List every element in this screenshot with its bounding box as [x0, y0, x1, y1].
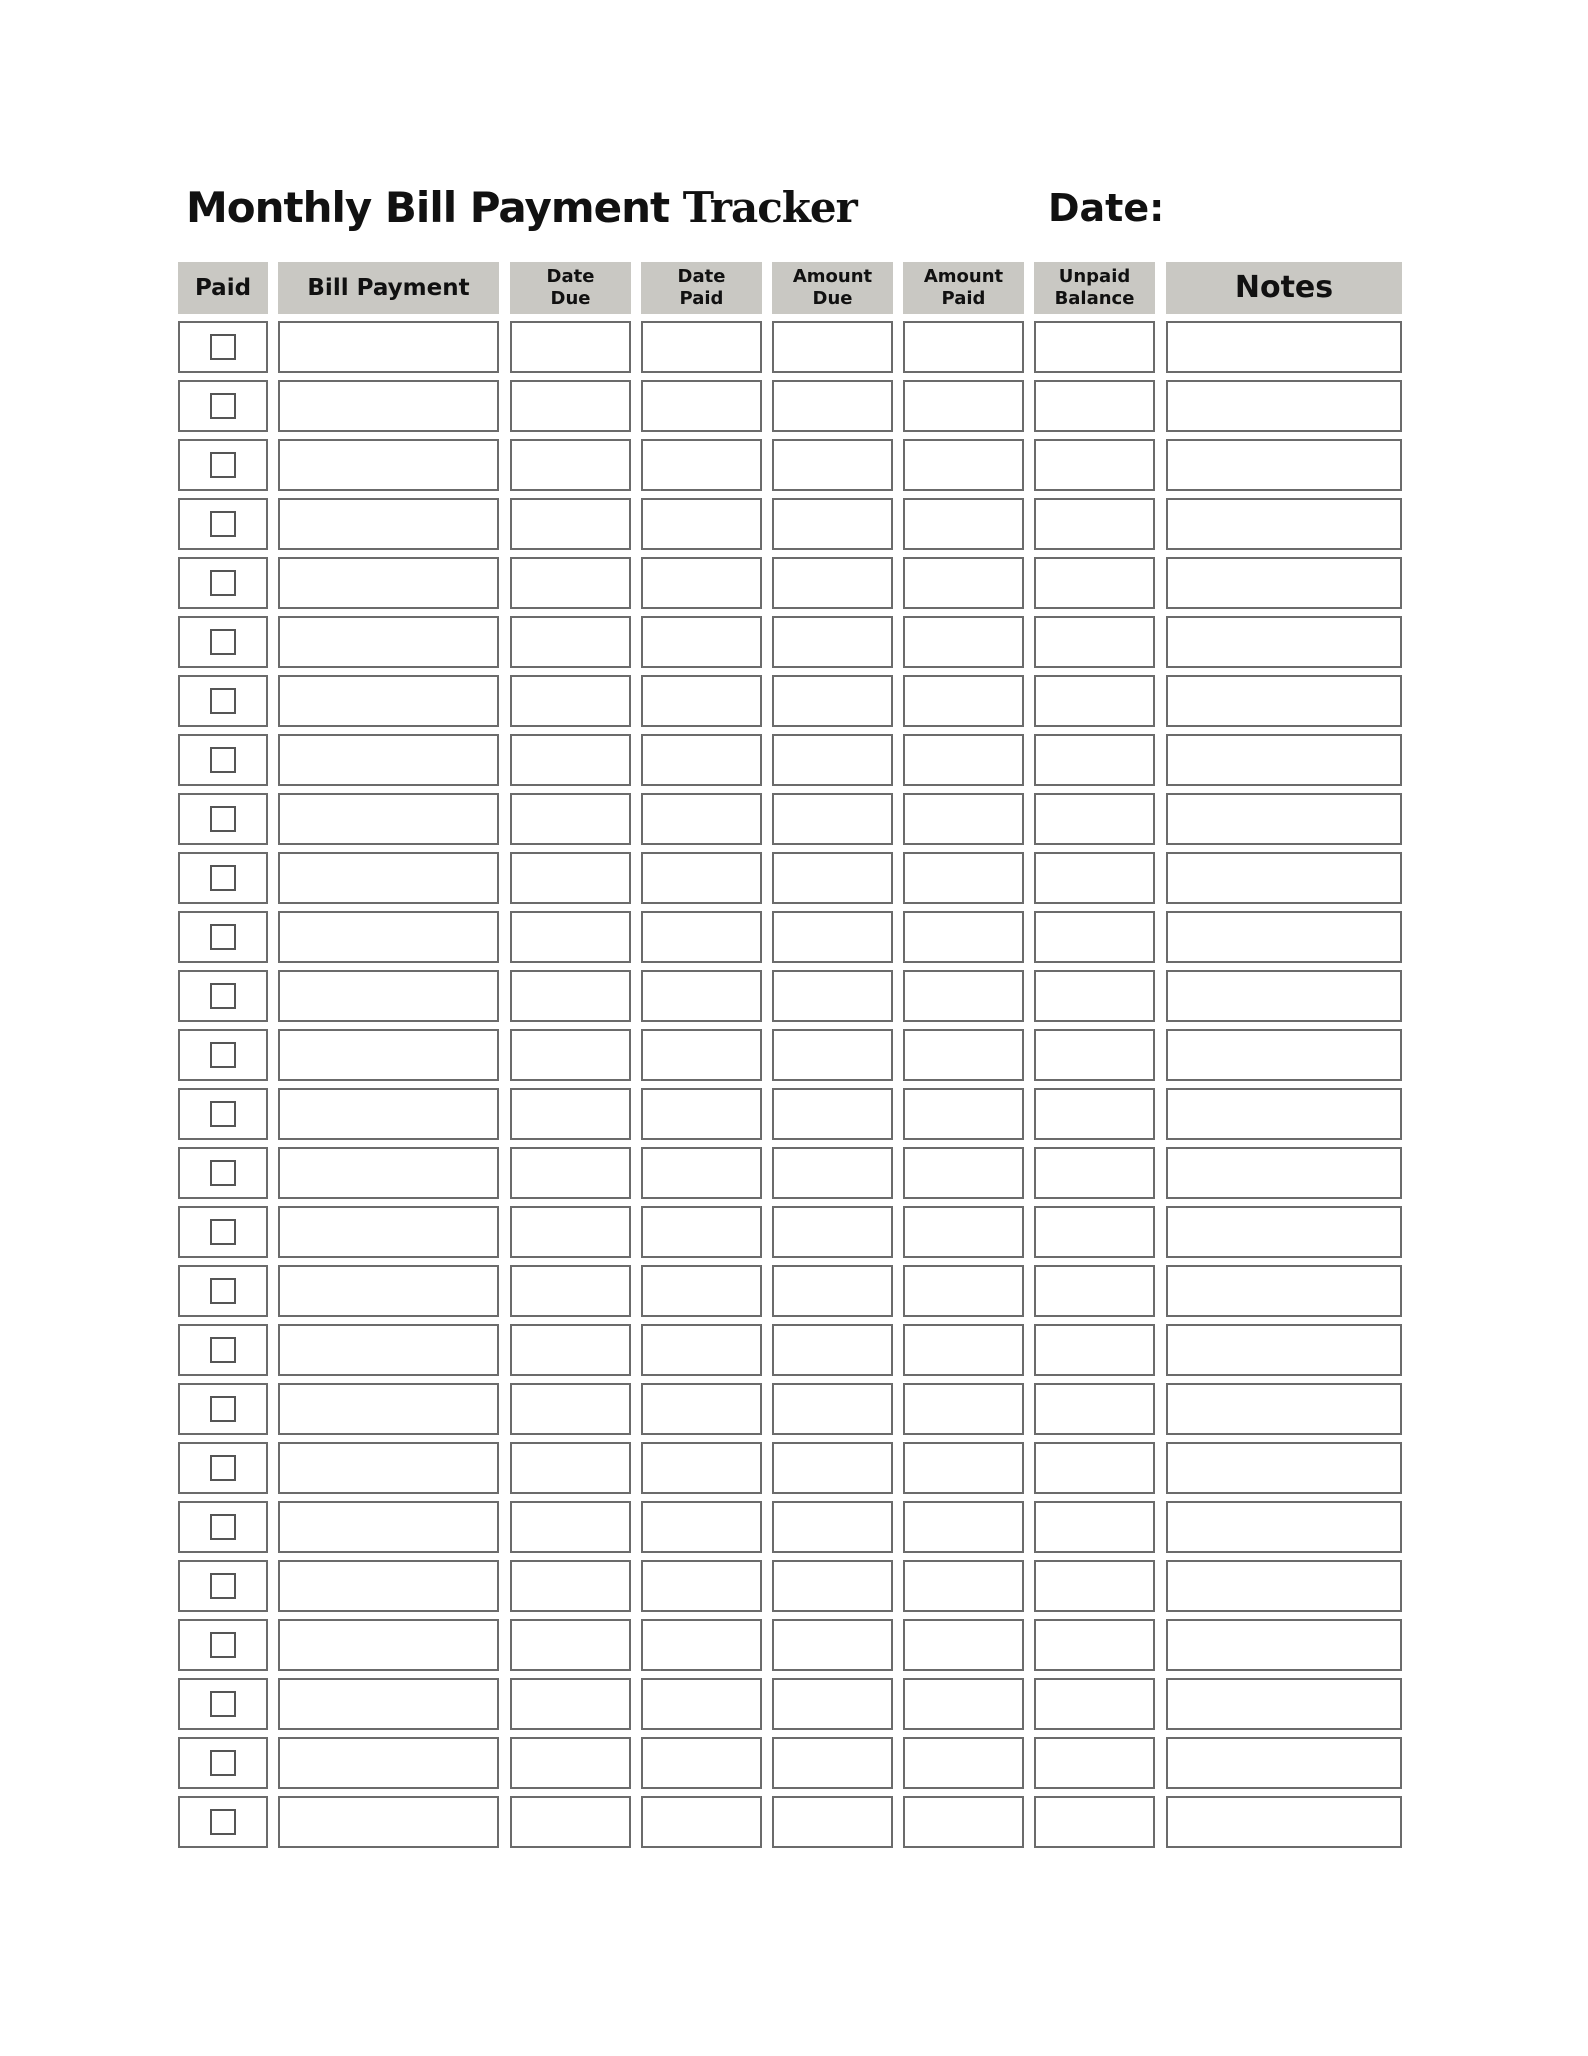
unpaid-balance-cell[interactable]: [1034, 1678, 1155, 1730]
unpaid-balance-cell[interactable]: [1034, 439, 1155, 491]
date-paid-cell[interactable]: [641, 1560, 762, 1612]
notes-cell[interactable]: [1166, 380, 1402, 432]
notes-cell[interactable]: [1166, 498, 1402, 550]
unpaid-balance-cell[interactable]: [1034, 970, 1155, 1022]
notes-cell[interactable]: [1166, 1265, 1402, 1317]
notes-cell[interactable]: [1166, 1206, 1402, 1258]
column-header-date-due: [510, 262, 631, 314]
date-paid-cell[interactable]: [641, 1737, 762, 1789]
unpaid-balance-cell[interactable]: [1034, 1619, 1155, 1671]
paid-cell: [178, 911, 268, 963]
amount-paid-cell[interactable]: [903, 1324, 1024, 1376]
unpaid-balance-cell[interactable]: [1034, 675, 1155, 727]
amount-paid-cell[interactable]: [903, 1796, 1024, 1848]
paid-checkbox[interactable]: [210, 334, 236, 360]
paid-checkbox[interactable]: [210, 1219, 236, 1245]
paid-checkbox[interactable]: [210, 1278, 236, 1304]
unpaid-balance-cell[interactable]: [1034, 852, 1155, 904]
date-paid-cell[interactable]: [641, 1678, 762, 1730]
table-row: [178, 911, 1402, 970]
date-due-cell[interactable]: [510, 675, 631, 727]
paid-checkbox[interactable]: [210, 1691, 236, 1717]
date-due-cell[interactable]: [510, 852, 631, 904]
paid-checkbox[interactable]: [210, 1396, 236, 1422]
paid-cell: [178, 1029, 268, 1081]
paid-checkbox[interactable]: [210, 1632, 236, 1658]
unpaid-balance-cell[interactable]: [1034, 1737, 1155, 1789]
amount-paid-cell[interactable]: [903, 1206, 1024, 1258]
paid-cell: [178, 1265, 268, 1317]
notes-cell[interactable]: [1166, 1088, 1402, 1140]
date-paid-cell[interactable]: [641, 1501, 762, 1553]
bill-payment-cell[interactable]: [278, 1678, 499, 1730]
amount-due-cell[interactable]: [772, 1147, 893, 1199]
date-paid-cell[interactable]: [641, 1147, 762, 1199]
date-due-cell[interactable]: [510, 1383, 631, 1435]
notes-cell[interactable]: [1166, 321, 1402, 373]
unpaid-balance-cell[interactable]: [1034, 1324, 1155, 1376]
date-paid-cell[interactable]: [641, 321, 762, 373]
paid-checkbox[interactable]: [210, 806, 236, 832]
date-paid-cell[interactable]: [641, 557, 762, 609]
column-header-paid: Paid: [178, 262, 268, 314]
column-header-amount-due: [772, 262, 893, 314]
notes-cell[interactable]: [1166, 1501, 1402, 1553]
amount-due-cell[interactable]: [772, 1501, 893, 1553]
bill-payment-cell[interactable]: [278, 498, 499, 550]
table-row: [178, 1206, 1402, 1265]
amount-due-cell[interactable]: [772, 1383, 893, 1435]
paid-checkbox[interactable]: [210, 1160, 236, 1186]
unpaid-balance-cell[interactable]: [1034, 1088, 1155, 1140]
unpaid-balance-cell[interactable]: [1034, 321, 1155, 373]
table-row: [178, 1737, 1402, 1796]
date-due-cell[interactable]: [510, 380, 631, 432]
title-part-3: Tracker: [682, 183, 857, 232]
table-header-row: [178, 262, 1402, 320]
column-header-amount-paid-label: Amount Paid: [923, 265, 1004, 309]
table-row: [178, 557, 1402, 616]
paid-checkbox[interactable]: [210, 511, 236, 537]
amount-paid-cell[interactable]: [903, 1560, 1024, 1612]
notes-cell[interactable]: [1166, 911, 1402, 963]
table-row: [178, 498, 1402, 557]
date-paid-cell[interactable]: [641, 970, 762, 1022]
unpaid-balance-cell[interactable]: [1034, 616, 1155, 668]
paid-checkbox[interactable]: [210, 1514, 236, 1540]
date-paid-cell[interactable]: [641, 616, 762, 668]
table-row: [178, 1442, 1402, 1501]
amount-due-cell[interactable]: [772, 1088, 893, 1140]
bill-payment-cell[interactable]: [278, 793, 499, 845]
date-due-cell[interactable]: [510, 1560, 631, 1612]
date-due-cell[interactable]: [510, 911, 631, 963]
notes-cell[interactable]: [1166, 970, 1402, 1022]
amount-paid-cell[interactable]: [903, 852, 1024, 904]
bill-payment-cell[interactable]: [278, 439, 499, 491]
paid-cell: [178, 734, 268, 786]
paid-cell: [178, 1147, 268, 1199]
notes-cell[interactable]: [1166, 1678, 1402, 1730]
bill-payment-cell[interactable]: [278, 1324, 499, 1376]
date-paid-cell[interactable]: [641, 1029, 762, 1081]
table-row: [178, 1265, 1402, 1324]
notes-cell[interactable]: [1166, 1147, 1402, 1199]
paid-cell: [178, 1206, 268, 1258]
unpaid-balance-cell[interactable]: [1034, 380, 1155, 432]
amount-paid-cell[interactable]: [903, 1147, 1024, 1199]
paid-cell: [178, 675, 268, 727]
amount-due-cell[interactable]: [772, 1619, 893, 1671]
amount-paid-cell[interactable]: [903, 557, 1024, 609]
amount-due-cell[interactable]: [772, 852, 893, 904]
date-paid-cell[interactable]: [641, 1206, 762, 1258]
notes-cell[interactable]: [1166, 1324, 1402, 1376]
paid-cell: [178, 616, 268, 668]
date-due-cell[interactable]: [510, 1442, 631, 1494]
amount-paid-cell[interactable]: [903, 1619, 1024, 1671]
bill-payment-cell[interactable]: [278, 734, 499, 786]
date-paid-cell[interactable]: [641, 1088, 762, 1140]
unpaid-balance-cell[interactable]: [1034, 557, 1155, 609]
bill-payment-cell[interactable]: [278, 557, 499, 609]
table-body: [178, 321, 1402, 1855]
title-part-2: Payment: [469, 183, 683, 232]
paid-checkbox[interactable]: [210, 688, 236, 714]
column-header-date-paid: [641, 262, 762, 314]
date-paid-cell[interactable]: [641, 911, 762, 963]
amount-due-cell[interactable]: [772, 1029, 893, 1081]
date-due-cell[interactable]: [510, 1737, 631, 1789]
table-row: [178, 439, 1402, 498]
paid-cell: [178, 1442, 268, 1494]
bill-payment-cell[interactable]: [278, 1088, 499, 1140]
unpaid-balance-cell[interactable]: [1034, 793, 1155, 845]
paid-checkbox[interactable]: [210, 1573, 236, 1599]
bill-payment-cell[interactable]: [278, 675, 499, 727]
unpaid-balance-cell[interactable]: [1034, 1265, 1155, 1317]
date-due-cell[interactable]: [510, 1088, 631, 1140]
amount-paid-cell[interactable]: [903, 1501, 1024, 1553]
paid-checkbox[interactable]: [210, 1042, 236, 1068]
paid-checkbox[interactable]: [210, 865, 236, 891]
unpaid-balance-cell[interactable]: [1034, 1147, 1155, 1199]
amount-paid-cell[interactable]: [903, 1265, 1024, 1317]
date-paid-cell[interactable]: [641, 793, 762, 845]
amount-due-cell[interactable]: [772, 1796, 893, 1848]
date-paid-cell[interactable]: [641, 498, 762, 550]
paid-cell: [178, 439, 268, 491]
amount-paid-cell[interactable]: [903, 1678, 1024, 1730]
column-header-date-paid-label: Date Paid: [677, 265, 726, 309]
amount-due-cell[interactable]: [772, 1324, 893, 1376]
date-due-cell[interactable]: [510, 1796, 631, 1848]
amount-paid-cell[interactable]: [903, 970, 1024, 1022]
amount-due-cell[interactable]: [772, 911, 893, 963]
notes-cell[interactable]: [1166, 734, 1402, 786]
amount-due-cell[interactable]: [772, 1265, 893, 1317]
amount-paid-cell[interactable]: [903, 734, 1024, 786]
bill-payment-cell[interactable]: [278, 1206, 499, 1258]
amount-due-cell[interactable]: [772, 498, 893, 550]
paid-cell: [178, 1088, 268, 1140]
table-row: [178, 1147, 1402, 1206]
amount-due-cell[interactable]: [772, 380, 893, 432]
date-due-cell[interactable]: [510, 1029, 631, 1081]
table-row: [178, 321, 1402, 380]
amount-paid-cell[interactable]: [903, 1029, 1024, 1081]
date-paid-cell[interactable]: [641, 734, 762, 786]
title-part-1: Monthly Bill: [186, 183, 470, 232]
page-title: [186, 178, 857, 238]
paid-checkbox[interactable]: [210, 924, 236, 950]
date-paid-cell[interactable]: [641, 1619, 762, 1671]
amount-due-cell[interactable]: [772, 557, 893, 609]
date-paid-cell[interactable]: [641, 675, 762, 727]
unpaid-balance-cell[interactable]: [1034, 1501, 1155, 1553]
unpaid-balance-cell[interactable]: [1034, 734, 1155, 786]
date-due-cell[interactable]: [510, 970, 631, 1022]
bill-payment-cell[interactable]: [278, 1442, 499, 1494]
column-header-bill-payment: Bill Payment: [278, 262, 499, 314]
bill-payment-cell[interactable]: [278, 1501, 499, 1553]
unpaid-balance-cell[interactable]: [1034, 1796, 1155, 1848]
notes-cell[interactable]: [1166, 1619, 1402, 1671]
amount-paid-cell[interactable]: [903, 675, 1024, 727]
bill-payment-cell[interactable]: [278, 1796, 499, 1848]
table-row: [178, 1796, 1402, 1855]
date-due-cell[interactable]: [510, 498, 631, 550]
unpaid-balance-cell[interactable]: [1034, 1206, 1155, 1258]
notes-cell[interactable]: [1166, 616, 1402, 668]
amount-due-cell[interactable]: [772, 321, 893, 373]
column-header-amount-due-label: Amount Due: [792, 265, 873, 309]
date-paid-cell[interactable]: [641, 1796, 762, 1848]
amount-due-cell[interactable]: [772, 734, 893, 786]
paid-checkbox[interactable]: [210, 1455, 236, 1481]
paid-cell: [178, 1796, 268, 1848]
amount-due-cell[interactable]: [772, 1737, 893, 1789]
bill-payment-cell[interactable]: [278, 852, 499, 904]
amount-due-cell[interactable]: [772, 439, 893, 491]
date-paid-cell[interactable]: [641, 1265, 762, 1317]
amount-paid-cell[interactable]: [903, 1442, 1024, 1494]
amount-due-cell[interactable]: [772, 793, 893, 845]
unpaid-balance-cell[interactable]: [1034, 1383, 1155, 1435]
paid-checkbox[interactable]: [210, 1750, 236, 1776]
bill-payment-cell[interactable]: [278, 970, 499, 1022]
amount-due-cell[interactable]: [772, 1560, 893, 1612]
paid-checkbox[interactable]: [210, 452, 236, 478]
date-due-cell[interactable]: [510, 1265, 631, 1317]
paid-cell: [178, 1501, 268, 1553]
table-row: [178, 793, 1402, 852]
unpaid-balance-cell[interactable]: [1034, 1029, 1155, 1081]
amount-paid-cell[interactable]: [903, 1088, 1024, 1140]
bill-payment-cell[interactable]: [278, 1737, 499, 1789]
table-row: [178, 616, 1402, 675]
table-row: [178, 734, 1402, 793]
column-header-unpaid-balance-label: Unpaid Balance: [1054, 265, 1135, 309]
paid-checkbox[interactable]: [210, 393, 236, 419]
date-label: Date:: [1048, 186, 1165, 230]
amount-paid-cell[interactable]: [903, 498, 1024, 550]
date-paid-cell[interactable]: [641, 1442, 762, 1494]
paid-cell: [178, 793, 268, 845]
bill-tracker-table: [178, 262, 1402, 1855]
unpaid-balance-cell[interactable]: [1034, 498, 1155, 550]
amount-paid-cell[interactable]: [903, 1737, 1024, 1789]
bill-payment-cell[interactable]: [278, 321, 499, 373]
amount-paid-cell[interactable]: [903, 321, 1024, 373]
date-due-cell[interactable]: [510, 1206, 631, 1258]
notes-cell[interactable]: [1166, 852, 1402, 904]
paid-cell: [178, 498, 268, 550]
paid-cell: [178, 557, 268, 609]
bill-payment-cell[interactable]: [278, 1560, 499, 1612]
date-paid-cell[interactable]: [641, 852, 762, 904]
amount-paid-cell[interactable]: [903, 380, 1024, 432]
table-row: [178, 970, 1402, 1029]
date-paid-cell[interactable]: [641, 1383, 762, 1435]
notes-cell[interactable]: [1166, 675, 1402, 727]
amount-due-cell[interactable]: [772, 970, 893, 1022]
notes-cell[interactable]: [1166, 1796, 1402, 1848]
date-due-cell[interactable]: [510, 1678, 631, 1730]
paid-cell: [178, 1737, 268, 1789]
date-due-cell[interactable]: [510, 557, 631, 609]
column-header-notes: Notes: [1166, 262, 1402, 314]
amount-paid-cell[interactable]: [903, 1383, 1024, 1435]
amount-due-cell[interactable]: [772, 616, 893, 668]
amount-due-cell[interactable]: [772, 1206, 893, 1258]
amount-due-cell[interactable]: [772, 1678, 893, 1730]
paid-cell: [178, 970, 268, 1022]
date-paid-cell[interactable]: [641, 380, 762, 432]
table-row: [178, 1678, 1402, 1737]
paid-checkbox[interactable]: [210, 1101, 236, 1127]
bill-payment-cell[interactable]: [278, 1383, 499, 1435]
header: [186, 178, 1406, 238]
table-row: [178, 675, 1402, 734]
paid-checkbox[interactable]: [210, 747, 236, 773]
paid-cell: [178, 1619, 268, 1671]
table-row: [178, 1088, 1402, 1147]
paid-checkbox[interactable]: [210, 570, 236, 596]
table-row: [178, 852, 1402, 911]
table-row: [178, 1619, 1402, 1678]
column-header-unpaid-balance: [1034, 262, 1155, 314]
date-paid-cell[interactable]: [641, 1324, 762, 1376]
table-row: [178, 1029, 1402, 1088]
paid-cell: [178, 852, 268, 904]
date-due-cell[interactable]: [510, 1501, 631, 1553]
table-row: [178, 380, 1402, 439]
paid-checkbox[interactable]: [210, 983, 236, 1009]
notes-cell[interactable]: [1166, 1442, 1402, 1494]
bill-payment-cell[interactable]: [278, 1265, 499, 1317]
unpaid-balance-cell[interactable]: [1034, 911, 1155, 963]
unpaid-balance-cell[interactable]: [1034, 1560, 1155, 1612]
table-row: [178, 1501, 1402, 1560]
notes-cell[interactable]: [1166, 1737, 1402, 1789]
bill-payment-cell[interactable]: [278, 380, 499, 432]
table-row: [178, 1383, 1402, 1442]
unpaid-balance-cell[interactable]: [1034, 1442, 1155, 1494]
date-paid-cell[interactable]: [641, 439, 762, 491]
notes-cell[interactable]: [1166, 1383, 1402, 1435]
notes-cell[interactable]: [1166, 439, 1402, 491]
date-due-cell[interactable]: [510, 321, 631, 373]
date-due-cell[interactable]: [510, 616, 631, 668]
bill-payment-cell[interactable]: [278, 911, 499, 963]
date-due-cell[interactable]: [510, 439, 631, 491]
date-due-cell[interactable]: [510, 793, 631, 845]
column-header-amount-paid: [903, 262, 1024, 314]
paid-cell: [178, 380, 268, 432]
bill-payment-cell[interactable]: [278, 616, 499, 668]
paid-cell: [178, 1324, 268, 1376]
paid-checkbox[interactable]: [210, 629, 236, 655]
paid-cell: [178, 1678, 268, 1730]
amount-paid-cell[interactable]: [903, 439, 1024, 491]
paid-checkbox[interactable]: [210, 1337, 236, 1363]
amount-paid-cell[interactable]: [903, 793, 1024, 845]
bill-payment-cell[interactable]: [278, 1147, 499, 1199]
date-due-cell[interactable]: [510, 1147, 631, 1199]
paid-cell: [178, 321, 268, 373]
amount-paid-cell[interactable]: [903, 911, 1024, 963]
date-due-cell[interactable]: [510, 1324, 631, 1376]
notes-cell[interactable]: [1166, 557, 1402, 609]
notes-cell[interactable]: [1166, 1029, 1402, 1081]
bill-payment-cell[interactable]: [278, 1619, 499, 1671]
amount-paid-cell[interactable]: [903, 616, 1024, 668]
amount-due-cell[interactable]: [772, 1442, 893, 1494]
column-header-date-due-label: Date Due: [546, 265, 595, 309]
table-row: [178, 1560, 1402, 1619]
paid-cell: [178, 1560, 268, 1612]
paid-cell: [178, 1383, 268, 1435]
date-due-cell[interactable]: [510, 734, 631, 786]
paid-checkbox[interactable]: [210, 1809, 236, 1835]
amount-due-cell[interactable]: [772, 675, 893, 727]
notes-cell[interactable]: [1166, 1560, 1402, 1612]
bill-payment-cell[interactable]: [278, 1029, 499, 1081]
table-row: [178, 1324, 1402, 1383]
date-due-cell[interactable]: [510, 1619, 631, 1671]
notes-cell[interactable]: [1166, 793, 1402, 845]
